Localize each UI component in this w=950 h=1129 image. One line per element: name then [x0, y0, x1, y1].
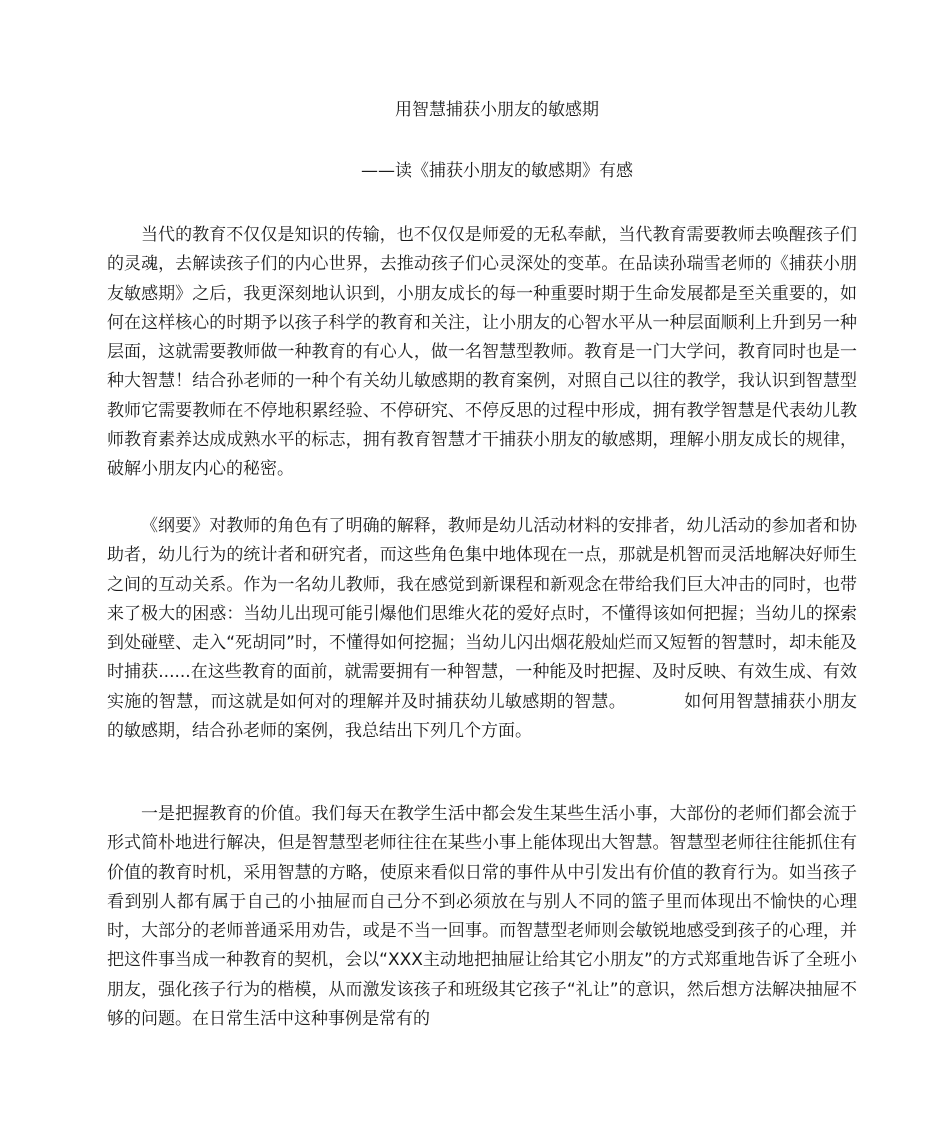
document-subtitle: ——读《捕获小朋友的敏感期》有感	[361, 161, 633, 181]
paragraph-3: 一是把握教育的价值。我们每天在教学生活中都会发生某些生活小事，大部份的老师们都会流于形式简朴地进行解决，但是智慧型老师往往在某些小事上能体现出大智慧。智慧型老师往往能抓住有价值的教育时机，采用智慧的方略，使原来看似日常的事件从中引发出有价值的教育行为。如当孩子看到别人都有属于自己的小抽屉而自己分不到必须放在与别人不同的篮子里而体现出不愉快的心理时，大部分的老师普通采用劝告，或是不当一回事。而智慧型老师则会敏锐地感受到孩子的心理，并把这件事当成一种教育的契机，会以“XXX主动地把抽屉让给其它小朋友”的方式郑重地告诉了全班小朋友，强化孩子行为的楷模，从而激发该孩子和班级其它孩子“礼让”的意识，然后想方法解决抽屉不够的问题。在日常生活中这种事例是常有的	[107, 804, 857, 1030]
document-title: 用智慧捕获小朋友的敏感期	[395, 100, 599, 120]
paragraph-2	[107, 512, 857, 746]
paragraph-2-text: 《纲要》对教师的角色有了明确的解释，教师是幼儿活动材料的安排者，幼儿活动的参加者和协助者，幼儿行为的统计者和研究者，而这些角色集中地体现在一点，那就是机智而灵活地解决好师生之间的互动关系。作为一名幼儿教师，我在感觉到新课程和新观念在带给我们巨大冲击的同时，也带来了极大的困惑：当幼儿出现可能引爆他们思维火花的爱好点时，不懂得该如何把握；当幼儿的探索到处碰壁、走入“死胡同”时，不懂得如何挖掘；当幼儿闪出烟花般灿烂而又短暂的智慧时，却未能及时捕获......在这些教育的面前，就需要拥有一种智慧，一种能及时把握、及时反映、有效生成、有效实施的智慧，而这就是如何对的理解并及时捕获幼儿敏感期的智慧。	[107, 516, 857, 712]
paragraph-1: 当代的教育不仅仅是知识的传输，也不仅仅是师爱的无私奉献，当代教育需要教师去唤醒孩子们的灵魂，去解读孩子们的内心世界，去推动孩子们心灵深处的变革。在品读孙瑞雪老师的《捕获小朋友敏感期》之后，我更深刻地认识到，小朋友成长的每一种重要时期于生命发展都是至关重要的，如何在这样核心的时期予以孩子科学的教育和关注，让小朋友的心智水平从一种层面顺利上升到另一种层面，这就需要教师做一种教育的有心人，做一名智慧型教师。教育是一门大学问，教育同时也是一种大智慧！结合孙老师的一种个有关幼儿敏感期的教育案例，对照自己以往的教学，我认识到智慧型教师它需要教师在不停地积累经验、不停研究、不停反思的过程中形成，拥有教学智慧是代表幼儿教师教育素养达成成熟水平的标志，拥有教育智慧才干捕获小朋友的敏感期，理解小朋友成长的规律，破解小朋友内心的秘密。	[107, 225, 857, 480]
paragraph-2-continuation: 如何用智慧捕获小朋友的敏感期，结合孙老师的案例，我总结出下列几个方面。	[107, 691, 857, 742]
